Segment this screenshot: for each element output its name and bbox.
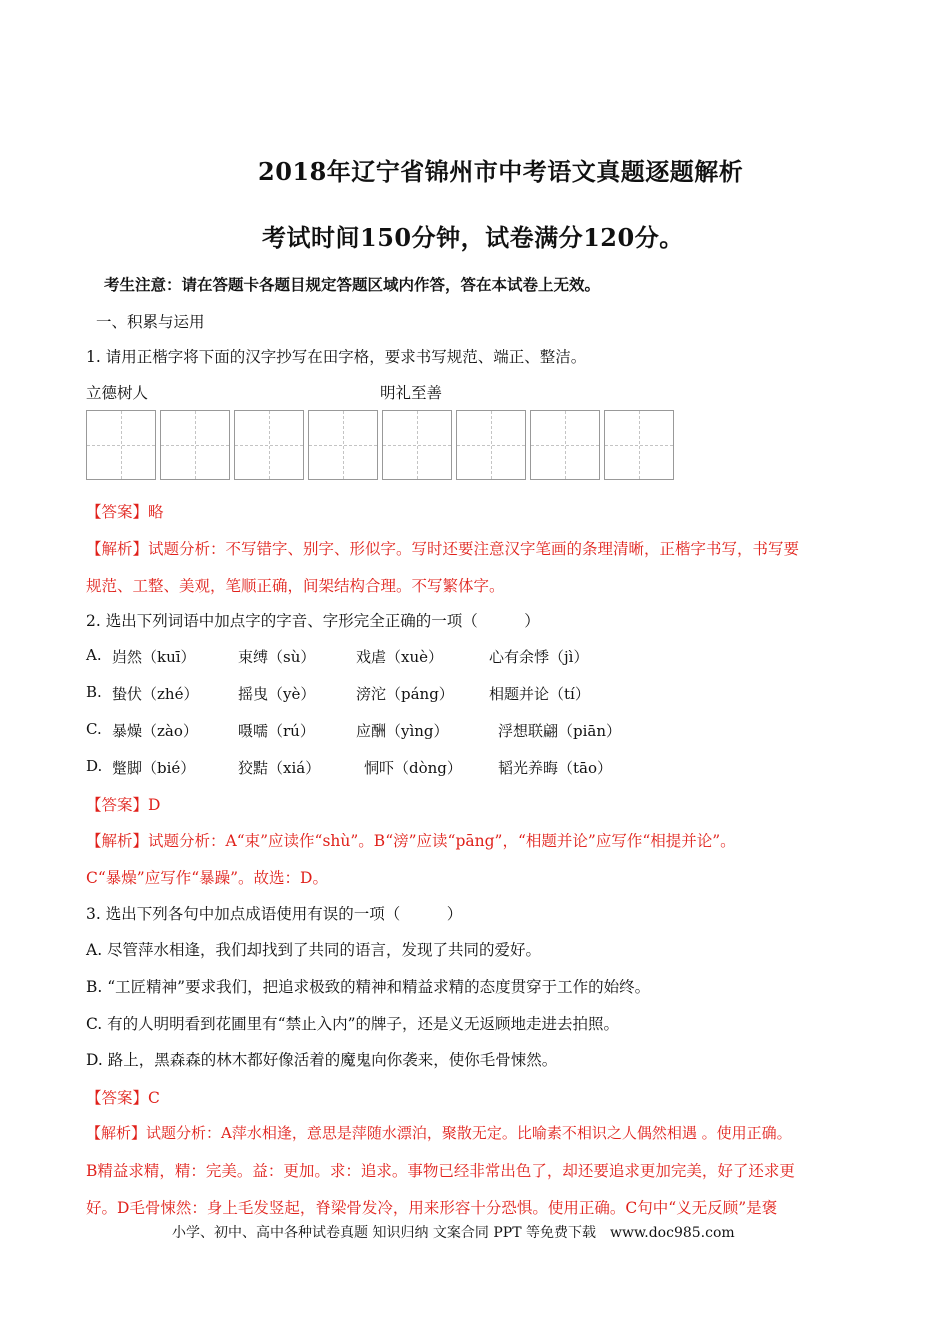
q3-analysis-line-2: B精益求精，精：完美。益：更加。求：追求。事物已经非常出色了，却还要追求更加完美，好了还求更 — [86, 1162, 795, 1180]
notice: 考生注意：请在答题卡各题目规定答题区域内作答，答在本试卷上无效。 — [104, 275, 601, 294]
option-word: 岿然（kuī） — [112, 648, 196, 666]
q3-analysis-line-3: 好。D毛骨悚然：身上毛发竖起，脊梁骨发冷，用来形容十分恐惧。使用正确。C句中“义无反顾”是褒 — [86, 1199, 778, 1217]
grid-cell[interactable] — [308, 410, 378, 480]
option-word: 摇曳（yè） — [238, 685, 316, 703]
q1-answer: 【答案】略 — [86, 503, 164, 521]
q2-answer: 【答案】D — [86, 796, 161, 814]
q3-text: 3. 选出下列各句中加点成语使用有误的一项（ ） — [86, 905, 463, 923]
exam-info: 考试时间150分钟，试卷满分120分。 — [262, 223, 684, 252]
option-word: 蛰伏（zhé） — [112, 685, 199, 703]
q3-option-d: D. 路上，黑森森的林木都好像活着的魔鬼向你袭来，使你毛骨悚然。 — [86, 1051, 558, 1069]
q3-option-c: C. 有的人明明看到花圃里有“禁止入内”的牌子，还是义无返顾地走进去拍照。 — [86, 1015, 620, 1033]
option-word: 浮想联翩（piān） — [498, 722, 622, 740]
grid-cell[interactable] — [382, 410, 452, 480]
option-word: 蹩脚（bié） — [112, 759, 196, 777]
q2-analysis-line-1: 【解析】试题分析：A“束”应读作“shù”。B“滂”应读“pāng”，“相题并论”应写作“相提并论”。 — [86, 832, 736, 850]
q1-analysis-line-2: 规范、工整、美观，笔顺正确，间架结构合理。不写繁体字。 — [86, 577, 505, 595]
option-word: 束缚（sù） — [238, 648, 316, 666]
grid-cell[interactable] — [160, 410, 230, 480]
section-heading: 一、积累与运用 — [96, 313, 205, 331]
grid-cell[interactable] — [604, 410, 674, 480]
option-word: 暴燥（zào） — [112, 722, 198, 740]
q1-phrase-2: 明礼至善 — [380, 384, 443, 402]
option-word: 狡黠（xiá） — [238, 759, 321, 777]
q3-option-b: B. “工匠精神”要求我们，把追求极致的精神和精益求精的态度贯穿于工作的始终。 — [86, 978, 651, 996]
option-word: 韬光养晦（tāo） — [498, 759, 613, 777]
q2-text: 2. 选出下列词语中加点字的字音、字形完全正确的一项（ ） — [86, 612, 540, 630]
q1-analysis-line-1: 【解析】试题分析：不写错字、别字、形似字。写时还要注意汉字笔画的条理清晰，正楷字书写，书写要 — [86, 540, 800, 558]
q3-option-a: A. 尽管萍水相逢，我们却找到了共同的语言，发现了共同的爱好。 — [86, 941, 542, 959]
option-word: 相题并论（tí） — [489, 685, 590, 703]
option-word: 恫吓（dòng） — [364, 759, 462, 777]
option-letter: C. — [86, 720, 102, 738]
q1-phrase-1: 立德树人 — [86, 384, 149, 402]
grid-cell[interactable] — [86, 410, 156, 480]
option-word: 应酬（yìng） — [356, 722, 449, 740]
writing-grid — [86, 410, 674, 480]
option-word: 嗫嚅（rú） — [238, 722, 315, 740]
grid-cell[interactable] — [530, 410, 600, 480]
option-letter: B. — [86, 683, 102, 701]
option-word: 滂沱（páng） — [356, 685, 454, 703]
q2-analysis-line-2: C“暴燥”应写作“暴躁”。故选：D。 — [86, 869, 328, 887]
option-letter: D. — [86, 757, 103, 775]
page-footer: 小学、初中、高中各种试卷真题 知识归纳 文案合同 PPT 等免费下载 www.doc985.com — [172, 1225, 735, 1241]
page-title: 2018年辽宁省锦州市中考语文真题逐题解析 — [258, 157, 744, 186]
q3-answer: 【答案】C — [86, 1089, 160, 1107]
option-letter: A. — [86, 646, 102, 664]
option-word: 心有余悸（jì） — [489, 648, 589, 666]
option-word: 戏虐（xuè） — [356, 648, 443, 666]
q3-analysis-line-1: 【解析】试题分析：A萍水相逢，意思是萍随水漂泊，聚散无定。比喻素不相识之人偶然相遇 。使用正确。 — [86, 1124, 792, 1142]
grid-cell[interactable] — [234, 410, 304, 480]
q1-text: 1. 请用正楷字将下面的汉字抄写在田字格，要求书写规范、端正、整洁。 — [86, 348, 587, 366]
grid-cell[interactable] — [456, 410, 526, 480]
